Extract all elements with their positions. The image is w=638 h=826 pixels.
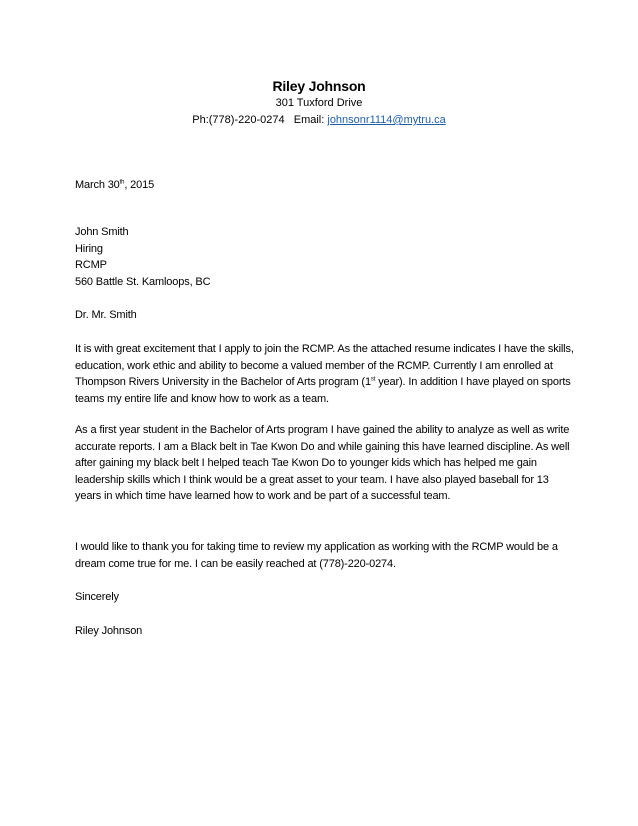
recipient-address: 560 Battle St. Kamloops, BC: [75, 275, 211, 288]
letter-date: [75, 177, 575, 194]
sender-name: Riley Johnson: [272, 78, 366, 94]
salutation: Dr. Mr. Smith: [75, 309, 137, 321]
recipient-name: John Smith: [75, 226, 129, 238]
ordinal-suffix: st: [370, 376, 376, 383]
date-year: , 2015: [124, 179, 155, 191]
letterhead: [0, 78, 638, 128]
paragraph-closing: I would like to thank you for taking time to review my application as working with the RCMP would be a dream come true for me. I can be easily reached at (778)-220-0274.: [75, 541, 558, 570]
recipient-block: [75, 224, 575, 290]
sender-phone: Ph:(778)-220-0274 Email:: [192, 114, 328, 126]
paragraph-qualifications: As a first year student in the Bachelor of Arts program I have gained the ability to analyze as well as write accurate reports. I am a Black belt in Tae Kwon Do and while gaining this have learned discipline. As well after gaining my black belt I helped teach Tae Kwon Do to younger kids which has helped me gain leadership skills which I think would be a great asset to your team. I have also played baseball for 13 years in which time have learned how to work and be part of a successful team.: [75, 424, 570, 502]
date-suffix: th: [119, 179, 125, 186]
sender-email-link[interactable]: johnsonr1114@mytru.ca: [327, 114, 446, 126]
signature-name: Riley Johnson: [75, 625, 143, 637]
recipient-organization: RCMP: [75, 259, 107, 271]
paragraph-intro-part2: year). In addition I have played on sports teams my entire life and know how to work as a team.: [75, 376, 571, 405]
date-month-day: March 30: [75, 179, 120, 191]
closing-phrase: Sincerely: [75, 591, 119, 603]
recipient-department: Hiring: [75, 242, 103, 255]
sender-contact: [0, 113, 638, 128]
paragraph-intro-part1: It is with great excitement that I apply to join the RCMP. As the attached resume indicates I have the skills, education, work ethic and ability to become a valued member of the RCMP. Currently I am enrolled at Thompson Rivers University in the Bachelor of Arts program (1: [75, 343, 574, 388]
sender-address: 301 Tuxford Drive: [275, 97, 363, 109]
paragraph-intro: [75, 341, 575, 407]
